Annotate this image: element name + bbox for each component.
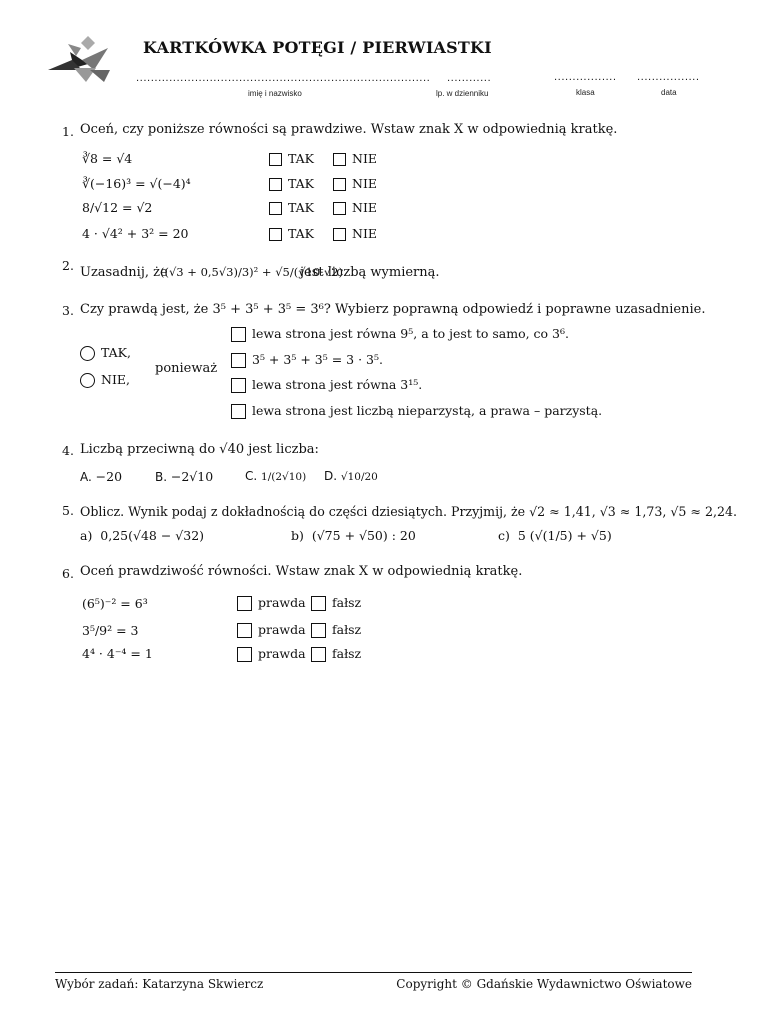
class-field[interactable]: ................. — [554, 72, 617, 83]
radio-button[interactable] — [80, 373, 95, 388]
answer-option[interactable]: NIE — [333, 226, 377, 241]
question-number: 4. — [62, 443, 74, 458]
name-field[interactable]: ................................................................................ — [136, 73, 431, 84]
register-number-field[interactable]: ............ — [447, 73, 492, 84]
answer-option[interactable]: fałsz — [311, 595, 361, 611]
answer-option[interactable]: prawda — [237, 595, 306, 611]
equation: ∛8 = √4 — [82, 151, 133, 166]
publisher-logo — [48, 34, 114, 88]
checkbox[interactable] — [333, 178, 346, 191]
answer-option[interactable]: TAK — [269, 200, 314, 215]
question-text: Oceń prawdziwość równości. Wstaw znak X w odpowiednią kratkę. — [80, 564, 523, 579]
question-text: Czy prawdą jest, że 3⁵ + 3⁵ + 3⁵ = 3⁶? Wybierz poprawną odpowiedź i poprawne uzasadnienie. — [80, 302, 706, 317]
question-text: jest liczbą wymierną. — [300, 265, 440, 280]
answer-option[interactable]: 3⁵ + 3⁵ + 3⁵ = 3 · 3⁵. — [231, 352, 383, 368]
footer-divider — [55, 972, 692, 973]
checkbox[interactable] — [237, 596, 252, 611]
page-title: KARTKÓWKA POTĘGI / PIERWIASTKI — [143, 38, 492, 57]
checkbox[interactable] — [237, 623, 252, 638]
checkbox[interactable] — [333, 202, 346, 215]
footer-copyright: Copyright © Gdańskie Wydawnictwo Oświatowe — [396, 977, 692, 991]
question-number: 5. — [62, 503, 74, 518]
question-number: 6. — [62, 566, 74, 581]
question-text: Oblicz. Wynik podaj z dokładnością do części dziesiątych. Przyjmij, że √2 ≈ 1,41, √3 ≈ 1,73, √5 ≈ 2,24. — [80, 504, 738, 519]
answer-option[interactable]: lewa strona jest liczbą nieparzystą, a prawa – parzystą. — [231, 403, 602, 419]
checkbox[interactable] — [333, 153, 346, 166]
question-number: 1. — [62, 124, 74, 139]
equation: 4⁴ · 4⁻⁴ = 1 — [82, 646, 153, 661]
radio-button[interactable] — [80, 346, 95, 361]
date-label: data — [661, 88, 677, 97]
equation: 3⁵/9² = 3 — [82, 623, 139, 638]
question-number: 2. — [62, 258, 74, 273]
equation: ((√3 + 0,5√3)/3)² + √5/(√10·√2) — [160, 265, 343, 279]
answer-option[interactable]: C. 1/(2√10) — [245, 469, 307, 483]
answer-option[interactable]: TAK — [269, 226, 314, 241]
class-label: klasa — [576, 88, 595, 97]
answer-option[interactable]: B. −2√10 — [155, 469, 214, 484]
equation: ∛(−16)³ = √(−4)⁴ — [82, 176, 191, 191]
answer-option[interactable]: lewa strona jest równa 9⁵, a to jest to samo, co 3⁶. — [231, 326, 569, 342]
checkbox[interactable] — [231, 378, 246, 393]
name-label: imię i nazwisko — [248, 89, 302, 98]
answer-option[interactable]: D. √10/20 — [324, 469, 378, 483]
question-text: Liczbą przeciwną do √40 jest liczba: — [80, 442, 319, 457]
answer-option[interactable]: NIE — [333, 176, 377, 191]
subtask: b) (√75 + √50) : 20 — [291, 528, 416, 543]
answer-option[interactable]: TAK — [269, 176, 314, 191]
checkbox[interactable] — [231, 404, 246, 419]
answer-option[interactable]: fałsz — [311, 646, 361, 662]
answer-option[interactable]: fałsz — [311, 622, 361, 638]
equation: 8/√12 = √2 — [82, 200, 153, 215]
answer-option[interactable]: A. −20 — [80, 469, 123, 484]
checkbox[interactable] — [269, 153, 282, 166]
equation: 4 · √4² + 3² = 20 — [82, 226, 189, 241]
checkbox[interactable] — [269, 228, 282, 241]
connector-text: ponieważ — [155, 361, 218, 376]
checkbox[interactable] — [231, 327, 246, 342]
subtask: a) 0,25(√48 − √32) — [80, 528, 205, 543]
equation: (6⁵)⁻² = 6³ — [82, 596, 148, 611]
answer-option[interactable]: NIE, — [80, 372, 130, 388]
answer-option[interactable]: NIE — [333, 151, 377, 166]
answer-option[interactable]: prawda — [237, 622, 306, 638]
checkbox[interactable] — [269, 178, 282, 191]
checkbox[interactable] — [231, 353, 246, 368]
question-text: Uzasadnij, że — [80, 265, 168, 280]
date-field[interactable]: ................. — [637, 72, 700, 83]
checkbox[interactable] — [311, 647, 326, 662]
checkbox[interactable] — [269, 202, 282, 215]
question-number: 3. — [62, 303, 74, 318]
answer-option[interactable]: TAK, — [80, 345, 131, 361]
answer-option[interactable]: TAK — [269, 151, 314, 166]
answer-option[interactable]: prawda — [237, 646, 306, 662]
subtask: c) 5 (√(1/5) + √5) — [498, 528, 612, 543]
answer-option[interactable]: lewa strona jest równa 3¹⁵. — [231, 377, 422, 393]
answer-option[interactable]: NIE — [333, 200, 377, 215]
checkbox[interactable] — [333, 228, 346, 241]
question-text: Oceń, czy poniższe równości są prawdziwe. Wstaw znak X w odpowiednią kratkę. — [80, 122, 618, 137]
register-number-label: lp. w dzienniku — [436, 89, 489, 98]
checkbox[interactable] — [311, 623, 326, 638]
checkbox[interactable] — [311, 596, 326, 611]
checkbox[interactable] — [237, 647, 252, 662]
footer-author: Wybór zadań: Katarzyna Skwiercz — [55, 977, 264, 991]
